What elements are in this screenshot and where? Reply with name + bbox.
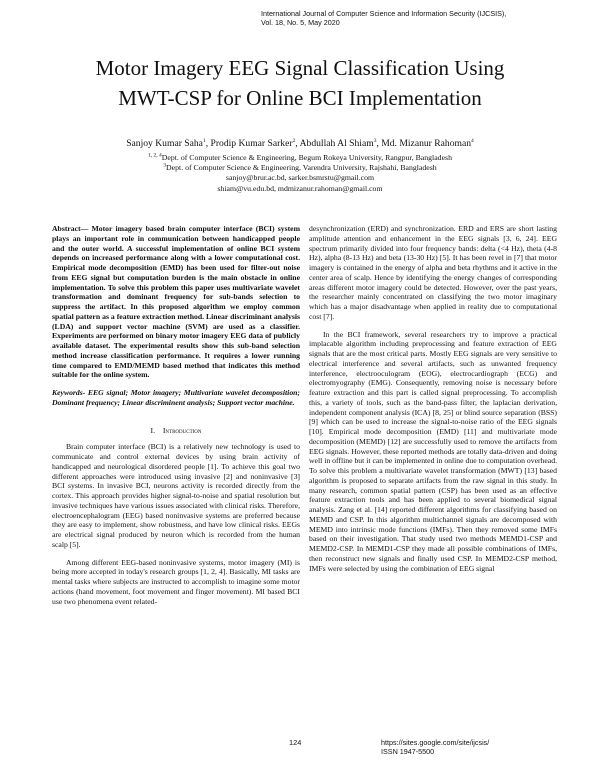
email-line-2: shiam@vu.edu.bd, mdmizanur.rahoman@gmail.com — [217, 183, 383, 193]
affiliation-1-sup: 1, 2, 4 — [148, 152, 162, 159]
left-column — [52, 224, 300, 606]
author-3: Abdullah Al Shiam — [299, 138, 374, 149]
journal-volume: Vol. 18, No. 5, May 2020 — [261, 18, 340, 27]
author-3-sup: 3 — [373, 137, 377, 144]
journal-name: International Journal of Computer Science and Information Security (IJCSIS), — [261, 9, 507, 18]
section-heading-introduction — [52, 426, 300, 436]
title-line-2: MWT-CSP for Online BCI Implementation — [118, 86, 482, 110]
author-4-sup: 4 — [471, 137, 474, 144]
affiliations — [40, 153, 560, 194]
abstract: Abstract— Motor imagery based brain computer interface (BCI) system plays an important role in communication between handicapped people and the outer world. A successful implementation of online BCI system depends on increased performance along with a lower computational cost. Empirical mode decomposition (EMD) has been used for filter-out noise from EEG signal but computation burden is the main obstacle in online implementation. To solve this problem this paper uses multivariate wavelet transformation and dominant frequency for sub-bands selection to suppress the artifact. In this proposed algorithm we employ common spatial pattern as a feature extraction method. Linear discriminant analysis (LDA) and support vector machine (SVM) are used as a classifier. Experiments are performed on binary motor imagery EEG data of publicly available dataset. The experimental results show this sub-band selection method increase classification performance. It requires a lower running time compared to EMD/MEMD based method that indicates this method suitable for the online system. — [52, 224, 300, 380]
footer-url: https://sites.google.com/site/ijcsis/ — [381, 738, 490, 747]
affiliation-2: $^3$Dept. of Computer Science & Engineering, Varendra University, Rajshahi, Bangladesh — [163, 162, 437, 173]
author-1: Sanjoy Kumar Saha — [126, 138, 203, 149]
paper-title — [20, 53, 580, 113]
page-number: 124 — [289, 738, 302, 747]
author-1-sup: 1 — [202, 137, 206, 144]
author-4: Md. Mizanur Rahoman — [381, 138, 472, 149]
section-title: Introduction — [162, 425, 202, 435]
section-number: I. — [150, 425, 156, 435]
paragraph: In the BCI framework, several researchers try to improve a practical implacable algorithm including preprocessing and feature extraction of EEG signals that are the most critical parts. Mostly EEG signals are very sensitive to electrical interference and several artifacts, such as unwanted frequency interference, electrooculogram (EOG), electrocardiograph (ECG) and electromyography (EMG). Consequently, removing noise is necessary before feature extraction and this part is called signal preprocessing. To accomplish this, a variety of tools, such as the band-pass filter, the laplacian derivation, independent component analysis (ICA) [8, 25] or blind source separation (BSS) [9] which can be used to increase the signal-to-noise ratio of the EEG signals [10]. Empirical mode decomposition (EMD) [11] and multivariate mode decomposition (MEMD) [12] are successfully used to remove the artifacts from EEG signals. However, these reported methods are totally data-driven and doing well in offline but it can be implemented in online due to computation overhead. To solve this problem a multivariate wavelet transformation (MWT) [13] based algorithm is proposed to separate artifacts from the raw signal in this study. In many research, common spatial pattern (CSP) has been used as an effective feature extraction tools and has been applied to several biomedical signal analysis. Zang et al. [14] reported different algorithms for classifying based on MEMD and CSP. In this algorithm multichannel signals are decomposed with MEMD into intrinsic mode functions (IMFs). Then they removed some IMFs based on their investigation. That study used two methods MEMD1-CSP and MEMD2-CSP. In MEMD1-CSP they made all possible combinations of IMFs, then reconstruct new signals and finally used CSP. In MEMD2-CSP method, IMFs were selected by using the combination of EEG signal — [309, 329, 557, 573]
affiliation-2-sup: 3 — [163, 162, 167, 169]
affiliation-1: $^{1, 2, 4}$Dept. of Computer Science & Engineering, Begum Rokeya University, Rangpur, Bangladesh — [148, 152, 452, 162]
keywords: Keywords- EEG signal; Motor imagery; Multivariate wavelet decomposition; Dominant frequency; Linear discriminent analysis; Support vector machine. — [52, 388, 300, 407]
author-2-sup: 2 — [292, 137, 296, 144]
paragraph: desynchronization (ERD) and synchronization. ERD and ERS are short lasting amplitude attention and enhancement in the EEG signals [3, 6, 24]. EEG spectrum primarily divided into four frequency bands: delta (<4 Hz), theta (4-8 Hz), alpha (8-13 Hz) and beta (13-30 Hz) [5]. It has been revel in [7] that motor imagery is contained in the energy of alpha and beta rhythms and it active in the center area of scalp. Hence by identifying the energy changes of corresponding areas different motor imagery could be detected. However, over the past years, the researcher mainly concentrated on classifying the two motor imaginary which has a major disadvantage when applied in reality due to computational cost [7]. — [309, 224, 557, 321]
paragraph: Among different EEG-based noninvasive systems, motor imagery (MI) is being more accepted in today's research groups [1, 2, 4]. Basically, MI tasks are mental tasks where subjects are instructed to accomplish to imagine some motor actions (hand movement, foot movement and finger movement). MI based BCI use two phenomena event related- — [52, 557, 300, 606]
footer-issn: ISSN 1947-5500 — [381, 747, 435, 756]
title-line-1: Motor Imagery EEG Signal Classification Using — [95, 56, 505, 80]
paragraph: Brain computer interface (BCI) is a relatively new technology is used to communicate and control external devices by using brain activity of handicapped and neurological disordered people [1]. To achieve this goal two different approaches were introduced using invasive [2] and noninvasive [3] BCI systems. In invasive BCI, neurons activity is recorded directly from the cortex. This approach provides higher signal-to-noise and spatial resolution but invasive techniques have various issues associated with clinical risks. Therefore, electroencephalogram (EEG) based noninvasive systems are preferred because they are easy to implement, show robustness, and have low clinical risks. EEGs are electrical signal produced by neuron which is recorded from the human scalp [5]. — [52, 442, 300, 549]
author-2: Prodip Kumar Sarker — [210, 138, 293, 149]
author-list: Sanjoy Kumar Saha$^1$, Prodip Kumar Sarker$^2$, Abdullah Al Shiam$^3$, Md. Mizanur Rahoman$^4$ — [126, 137, 474, 149]
journal-header — [261, 9, 506, 27]
email-line-1: sanjoy@brur.ac.bd, sarker.bsmrstu@gmail.com — [225, 173, 375, 183]
right-column — [309, 224, 557, 573]
footer-info — [381, 738, 489, 756]
